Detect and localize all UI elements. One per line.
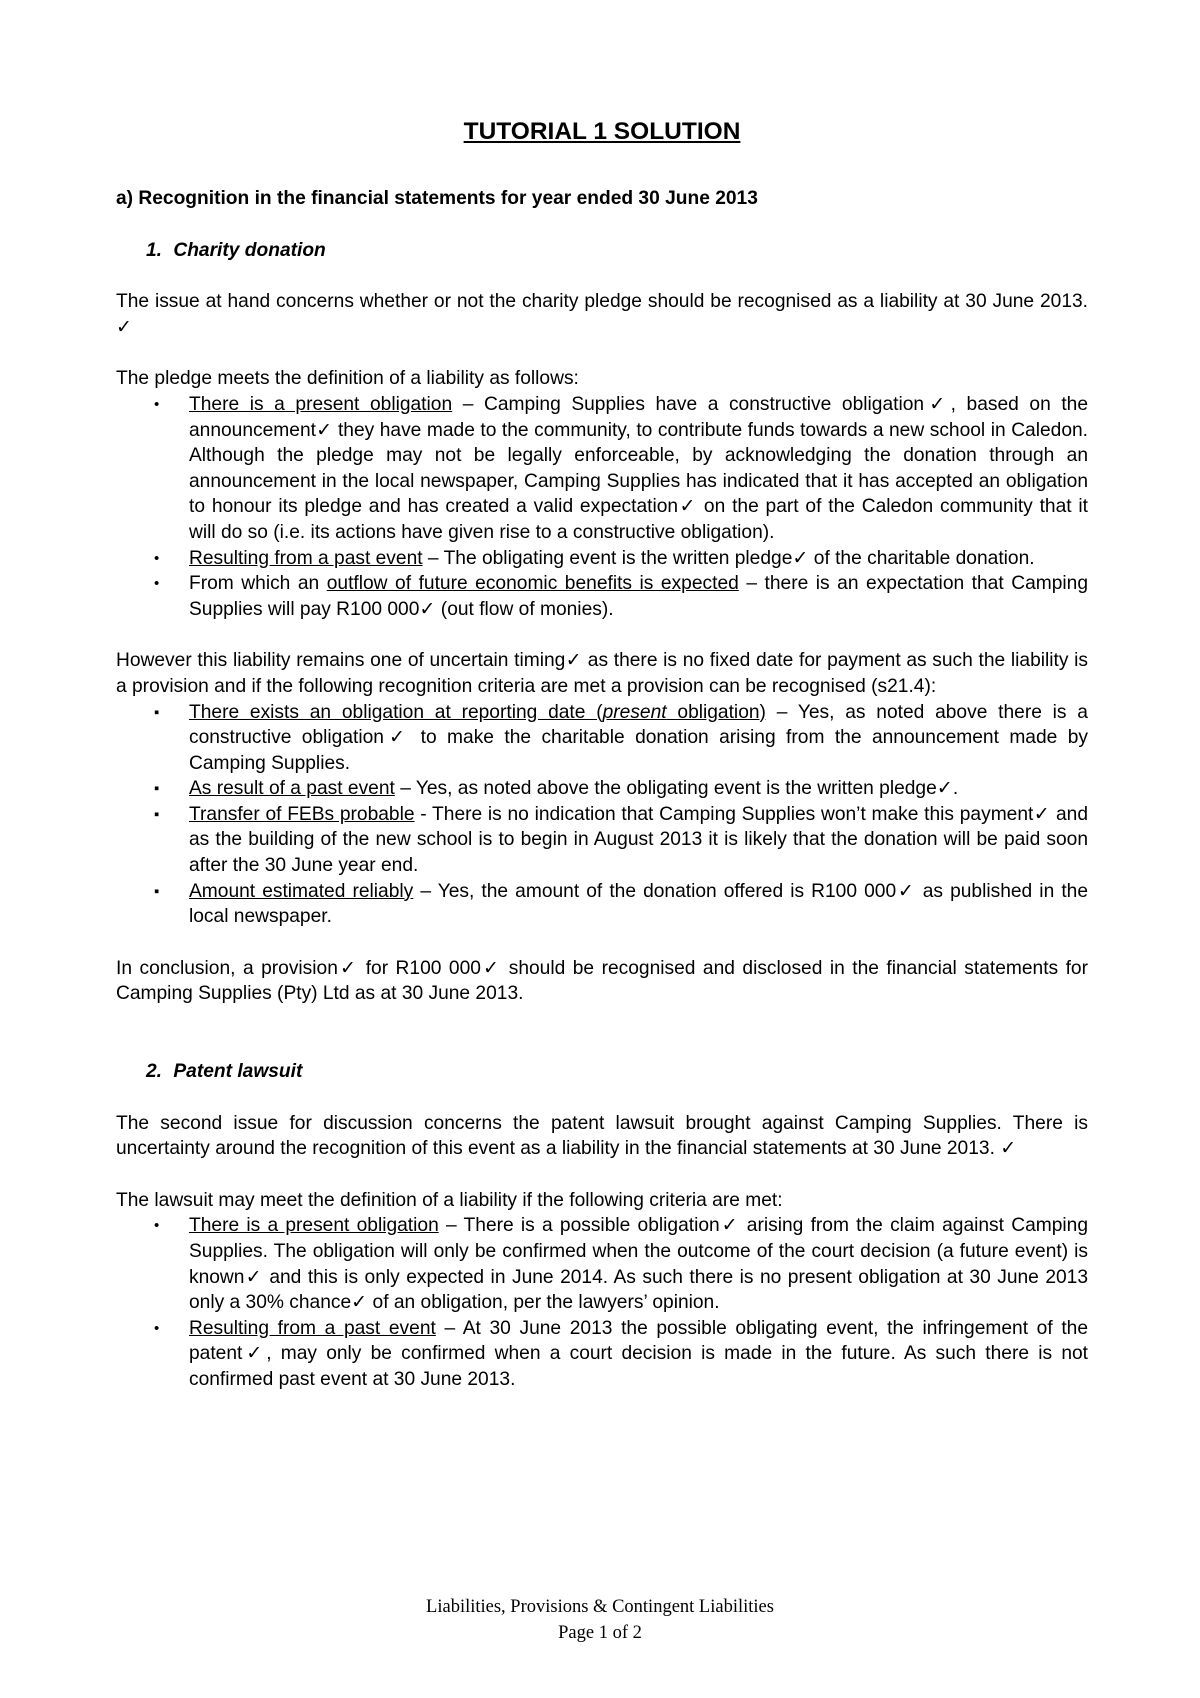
- bullet-icon: ▪: [154, 882, 160, 900]
- charity-provision-lead: However this liability remains one of uncertain timing✓ as there is no fixed date for payment as such the liability is a provision and if the following recognition criteria are met a provision can be recognised (s21.4):: [116, 650, 1088, 697]
- criterion-text: – There is a possible obligation✓ arising from the claim against Camping Supplies. The obligation will only be confirmed when the outcome of the court decision (a future event) is known✓ and this is only expected in June 2014. As such there is no present obligation at 30 June 2013 only a 30% chance✓ of an obligation, per the lawyers’ opinion.: [189, 1215, 1088, 1314]
- patent-heading-number: 2.: [146, 1061, 163, 1083]
- criterion-text: – Camping Supplies have a constructive obligation✓, based on the announcement✓ they have made to the community, to contribute funds towards a new school in Caledon. Although the pledge may not be legally enforceable, by acknowledging the donation through an announcement in the local newspaper, Camping Supplies has indicated that it has accepted an obligation to honour its pledge and has created a valid expectation✓ on the part of the Caledon community that it will do so (i.e. its actions have given rise to a constructive obligation).: [189, 393, 1088, 543]
- list-item: [154, 879, 1088, 930]
- bullet-icon: •: [154, 395, 160, 413]
- charity-heading-number: 1.: [146, 239, 163, 261]
- criterion-text: – Yes, the amount of the donation offered is R100 000✓ as published in the local newspaper.: [189, 880, 1088, 928]
- criterion-term: There is a present obligation: [189, 393, 453, 415]
- criterion-text: – The obligating event is the written pledge✓ of the charitable donation.: [422, 547, 1035, 569]
- patent-heading: [146, 1059, 1088, 1085]
- criterion-term: Transfer of FEBs probable: [189, 803, 415, 825]
- section-a-heading: a) Recognition in the financial statements for year ended 30 June 2013: [116, 188, 758, 209]
- criterion-text: – Yes, as noted above there is a constructive obligation✓ to make the charitable donation arising from the announcement made by Camping Supplies.: [189, 701, 1088, 774]
- patent-criteria-list: [116, 1213, 1088, 1392]
- charity-heading: [146, 238, 1088, 264]
- criterion-term: Amount estimated reliably: [189, 880, 414, 902]
- charity-criteria-list: [116, 700, 1088, 930]
- bullet-icon: ▪: [154, 780, 160, 798]
- criterion-term: outflow of future economic benefits is expected: [326, 573, 739, 595]
- bullet-icon: •: [154, 1319, 160, 1337]
- bullet-icon: •: [154, 1217, 160, 1235]
- criterion-text: – Yes, as noted above the obligating event is the written pledge✓.: [394, 778, 959, 800]
- bullet-icon: ▪: [154, 805, 160, 823]
- criterion-text: - There is no indication that Camping Supplies won’t make this payment✓ and as the building of the new school is to begin in August 2013 it is likely that the donation will be paid soon after the 30 June year end.: [189, 803, 1088, 877]
- criterion-term-part: obligation): [666, 701, 766, 723]
- patent-intro: The second issue for discussion concerns the patent lawsuit brought against Camping Supplies. There is uncertainty around the recognition of this event as a liability in the financial statements at 30 June 2013. ✓: [116, 1112, 1088, 1160]
- criterion-term: [189, 702, 766, 723]
- patent-definition-lead: The lawsuit may meet the definition of a liability if the following criteria are met:: [116, 1189, 783, 1211]
- list-item: [154, 1213, 1088, 1315]
- list-item: [154, 1316, 1088, 1393]
- patent-heading-text: Patent lawsuit: [173, 1061, 303, 1083]
- criterion-pretext: From which an: [189, 573, 327, 595]
- charity-conclusion: In conclusion, a provision✓ for R100 000✓ should be recognised and disclosed in the financial statements for Camping Supplies (Pty) Ltd as at 30 June 2013.: [116, 957, 1088, 1005]
- criterion-term: There is a present obligation: [189, 1215, 439, 1237]
- bullet-icon: ▪: [154, 703, 160, 721]
- criterion-text: – there is an expectation that Camping Supplies will pay R100 000✓ (out flow of monies).: [189, 573, 1088, 620]
- page-number: Page 1 of 2: [558, 1623, 642, 1643]
- list-item: [154, 571, 1088, 622]
- page-title: TUTORIAL 1 SOLUTION: [463, 118, 741, 145]
- list-item: [154, 392, 1088, 546]
- footer-title: Liabilities, Provisions & Contingent Liabilities: [426, 1597, 774, 1617]
- criterion-term: Resulting from a past event: [189, 547, 423, 569]
- criterion-term-part: There exists an obligation at reporting date (: [189, 701, 603, 723]
- charity-definition-list: [116, 392, 1088, 622]
- criterion-term: As result of a past event: [189, 778, 395, 800]
- bullet-icon: •: [154, 575, 160, 593]
- list-item: [154, 776, 1088, 802]
- page-footer: [0, 1594, 1200, 1646]
- criterion-text: – At 30 June 2013 the possible obligating event, the infringement of the patent✓, may only be confirmed when a court decision is made in the future. As such there is not confirmed past event at 30 June 2013.: [189, 1317, 1088, 1390]
- list-item: [154, 700, 1088, 777]
- list-item: [154, 546, 1088, 572]
- bullet-icon: •: [154, 549, 160, 567]
- criterion-term: Resulting from a past event: [189, 1317, 436, 1339]
- charity-heading-text: Charity donation: [173, 239, 326, 261]
- charity-definition-lead: The pledge meets the definition of a liability as follows:: [116, 368, 579, 390]
- criterion-term-italic: present: [602, 701, 667, 723]
- charity-intro: The issue at hand concerns whether or not the charity pledge should be recognised as a liability at 30 June 2013. ✓: [116, 291, 1088, 338]
- list-item: [154, 802, 1088, 879]
